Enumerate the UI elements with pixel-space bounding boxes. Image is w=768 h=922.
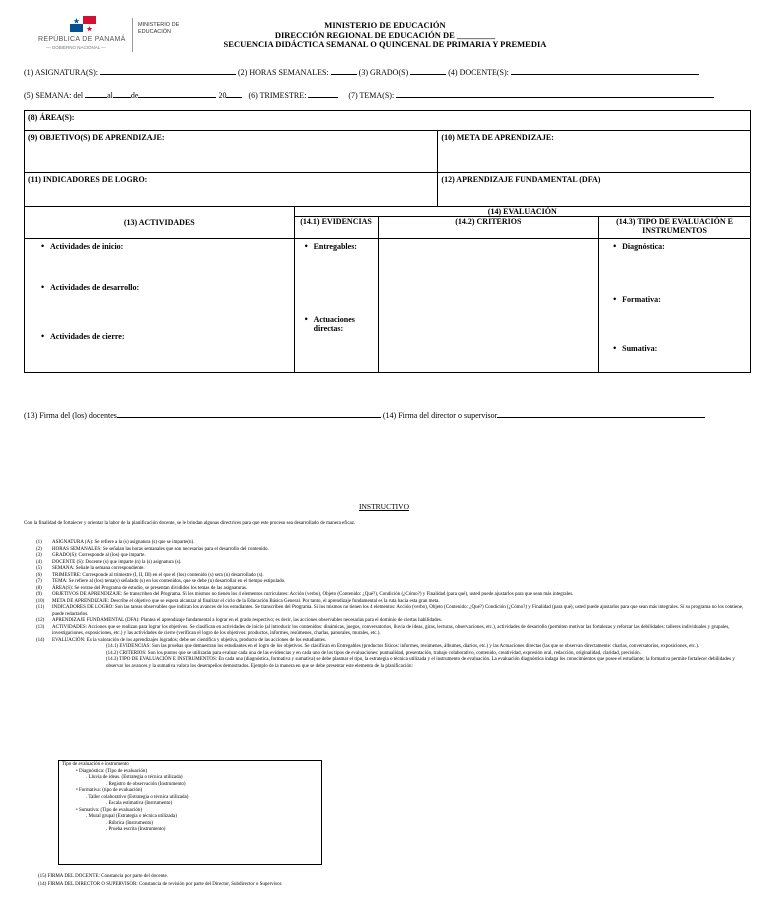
example-box-title: Tipo de evaluación e instrumento — [62, 762, 129, 767]
header-line1: MINISTERIO DE EDUCACIÓN — [324, 20, 446, 30]
example-formativa: • Formativa: (tipo de evaluación) — [76, 788, 143, 793]
item-number: (3) — [36, 553, 42, 558]
item-text: OBJETIVOS DE APRENDIZAJE: Se transcriben del Programa. Si les mismos no tienen los 4 elementos curriculares: Acción (verbo), Objeto (Contenido: ¿Qué?), Condición (¿Cómo?) y Finalidad (para qué), usted puede ajustarlos para que sean más integrales. — [52, 592, 574, 597]
logo-ministry-text — [138, 22, 179, 36]
trimestre-label: (6) TRIMESTRE: — [248, 91, 307, 100]
item-text: APRENDIZAJE FUNDAMENTAL (DFA): Plantea el aprendizaje fundamental a lograr en el grado respectivo; es decir, las acciones observables necesarias para el dominio de ciertas habilidades. — [52, 618, 443, 623]
item-number: (12) — [36, 618, 45, 623]
firma-director-field[interactable] — [497, 410, 705, 418]
example-sumativa-instrumento: . Rúbrica (Instrumento) — [106, 820, 154, 826]
item-text: ACTIVIDADES: Acciones que se realizan para lograr los objetivos. Se clasifican en actividades de inicio (al introducir los contenidos: dinámicas, juegos, conversatorios, lluvia de ideas, giras, lecturas, observaciones, etc.), actividades de desarrollo (permiten motivar las fortalezas y reforzar las debilidades: talleres individuales y grupales, investigaciones, exposiciones, etc.) y las actividades de cierre (verifican el logro de los objetivos: productos, informes, resúmenes, charlas, panorales, murales, etc.). — [52, 624, 730, 636]
grado-field[interactable] — [410, 67, 446, 75]
area-cell[interactable] — [25, 111, 751, 131]
actividades-label: (13) ACTIVIDADES — [123, 218, 195, 227]
evaluacion-label: (14) EVALUACIÓN — [487, 207, 557, 216]
item-number: (2) — [36, 546, 42, 552]
example-diagnostica-text: Diagnóstica: (Tipo de evaluación) — [79, 768, 148, 774]
item-number: (5) — [36, 566, 42, 571]
fields-row-2 — [24, 90, 714, 100]
panama-flag-icon — [70, 16, 96, 32]
example-sumativa-instrumento-2: . Prueba escrita (Instrumento) — [106, 827, 166, 832]
example-box — [58, 760, 322, 865]
evidencias-note: (14.1) EVIDENCIAS: Son las pruebas que demuestran los estudiantes en el logro de los objetivos. Se clasifican en Entregables (productos físicos: informes, resúmenes, álbumes, diarios, etc.) y las Actuaciones directas (las que se observan directamente: charlas, conversatorios, exposiciones, etc.). — [106, 644, 700, 649]
logo-ministry-line2: EDUCACIÓN — [138, 29, 172, 35]
semana-de-label: de — [130, 91, 139, 100]
instructivo-item — [38, 605, 750, 618]
trimestre-field[interactable] — [308, 90, 338, 98]
firma-docentes-label: (13) Firma del (los) docentes — [24, 411, 117, 420]
item-text: ÁREA(S): Se extrae del Programa de estudio, se presentan divididos los temas de las asignaturas. — [52, 585, 248, 591]
formativa-item: • Formativa: — [608, 295, 747, 304]
evidencias-label: (14.1) EVIDENCIAS — [300, 217, 372, 226]
tema-field[interactable] — [396, 90, 714, 98]
firma-docentes-field[interactable] — [117, 410, 381, 418]
example-sumativa-text: Sumativa: (Tipo de evaluación) — [79, 807, 143, 813]
meta-cell[interactable] — [438, 131, 751, 173]
criterios-note: (14.2) CRITERIOS: Son los puntos que se utilizarán para evaluar cada una de las evidencias y en cada uno de los tipos de evaluaciones: puntualidad, presentación, trabajo colaborativo, contenido, creatividad, expresión oral, redacción, originalidad, claridad, precisión. — [106, 650, 641, 656]
semana-year-field[interactable] — [226, 90, 242, 98]
header-line2: DIRECCIÓN REGIONAL DE EDUCACIÓN DE _________ — [274, 29, 496, 40]
item-number: (9) — [36, 592, 42, 597]
item-number: (7) — [36, 579, 42, 584]
logo-ministry-line1: MINISTERIO DE — [138, 22, 180, 28]
signatures-row — [24, 410, 705, 420]
item-number: (10) — [36, 598, 45, 604]
item-text: GRADO(S): Corresponde al (los) que imparte. — [52, 553, 146, 558]
item-text: META DE APRENDIZAJE: Describe el objetivo que se espera alcanzar al finalizar el ciclo de la Educación Básica General. Por tanto, el aprendizaje fundamental es la ruta hacia esta gran meta. — [52, 598, 440, 604]
horas-label: (2) HORAS SEMANALES: — [238, 68, 329, 77]
docente-field[interactable] — [511, 67, 699, 75]
item-number: (14) — [36, 637, 45, 643]
item-text: ASIGNATURA (A): Se refiere a la (s) asignatura (s) que se imparte(n). — [52, 540, 195, 545]
actividades-header — [25, 207, 295, 239]
instructivo-list — [38, 540, 750, 670]
example-formativa-instrumento: . Escala estimativa (Instrumento) — [106, 801, 173, 806]
semana-year-label: 20 — [218, 91, 227, 100]
asignatura-field[interactable] — [100, 67, 236, 75]
footnote-docente: (15) FIRMA DEL DOCENTE: Constancia por parte del docente. — [38, 874, 168, 879]
example-formativa-text: Formativa: (tipo de evaluación) — [79, 788, 143, 793]
example-sumativa-tecnica: . Mural grupal (Estrategia o técnica utilizada) — [86, 814, 177, 819]
tipo-note: (14.3) TIPO DE EVALUACIÓN E INSTRUMENTOS: En cada una (diagnóstica, formativa y sumativa) se debe plasmar el tipo, la estrategia o técnica utilizada y el instrumento de evaluación. La evaluación diagnóstica indaga los conocimientos que posee el estudiante; la formativa permite fortalecer debilidades y observar los avances y la sumativa valora los desempeños demostrados. Ejemplo de la manera en que se debe presentar este elemento de la planificación: — [106, 657, 735, 669]
item-number: (4) — [36, 559, 42, 565]
item-number: (8) — [36, 585, 42, 591]
item-text: HORAS SEMANALES: Se señalan las horas semanales que son necesarias para el desarrollo del contenido. — [52, 546, 269, 552]
item-number: (6) — [36, 572, 42, 578]
header-line3: SECUENCIA DIDÁCTICA SEMANAL O QUINCENAL DE PRIMARIA Y PREMEDIA — [223, 39, 547, 49]
actividades-cell[interactable] — [25, 239, 295, 373]
example-sumativa: • Sumativa: (Tipo de evaluación) — [76, 807, 143, 813]
dfa-cell[interactable] — [438, 173, 751, 207]
logo-republic-text: REPÚBLICA DE PANAMÁ — [38, 36, 126, 43]
semana-from-field[interactable] — [85, 90, 107, 98]
diagnostica-item: • Diagnóstica: — [608, 242, 747, 251]
act-inicio-item: • Actividades de inicio: — [36, 242, 291, 251]
evaluacion-header — [294, 207, 750, 217]
evidencias-header — [294, 217, 378, 239]
actuaciones-item: • Actuaciones directas: — [300, 315, 375, 333]
indicadores-label: (11) INDICADORES DE LOGRO: — [28, 175, 148, 184]
item-text: EVALUACIÓN: Es la valoración de los aprendizajes logrados; debe ser científica y objetiva, producto de las acciones de los estudiantes. — [52, 637, 327, 643]
dfa-label: (12) APRENDIZAJE FUNDAMENTAL (DFA) — [441, 175, 601, 184]
item-number: (11) — [36, 605, 45, 610]
logo-divider — [132, 18, 133, 52]
example-diagnostica: • Diagnóstica: (Tipo de evaluación) — [76, 768, 148, 774]
item-text: TEMA: Se refiere al (los) tema(s) señalado (s) en los contenidos, que se debe (n) desarrollar en el tiempo estipulado. — [52, 579, 286, 584]
act-cierre-item: • Actividades de cierre: — [36, 332, 291, 341]
docente-label: (4) DOCENTE(S): — [448, 68, 509, 77]
ministry-logo — [34, 16, 184, 54]
document-header — [180, 21, 590, 50]
indicadores-cell[interactable] — [25, 173, 438, 207]
firma-director-label: (14) Firma del director o supervisor — [382, 411, 498, 420]
instructivo-item — [38, 625, 750, 638]
semana-label: (5) SEMANA: del — [24, 91, 84, 100]
item-text: DOCENTE (S): Docente (s) que imparte (n) la (s) asignatura (s). — [52, 559, 182, 565]
example-diagnostica-tecnica: . Lluvia de ideas. (Estrategia o técnica utilizada) — [86, 775, 183, 780]
item-number: (1) — [36, 540, 42, 545]
criterios-label: (14.2) CRITERIOS — [455, 217, 522, 226]
planning-table — [24, 110, 751, 373]
item-number: (13) — [36, 624, 45, 630]
item-text: INDICADORES DE LOGRO: Son las tareas observables que indican los avances de los estudiantes. Se transcriben del Programa. Si los mismos no tienen los 4 elementos: Acción (verbo), Objeto (Contenido: ¿Qué?) Condición (¿Cómo?) y Finalidad (para qué), usted puede ajustarlos para que sean más integrales. Si su programa no los contiene, puede redactarlos. — [52, 605, 744, 617]
instructivo-item — [38, 638, 750, 645]
grado-label: (3) GRADO(S) — [358, 68, 409, 77]
objetivo-cell[interactable] — [25, 131, 438, 173]
example-formativa-tecnica: . Taller colaborativo (Estrategia o técnica utilizada) — [86, 794, 189, 800]
tema-label: (7) TEMA(S): — [348, 91, 395, 100]
tipo-header — [599, 217, 751, 239]
semana-al-label: al — [107, 91, 113, 100]
evidencias-cell[interactable] — [294, 239, 378, 373]
instructivo-title: INSTRUCTIVO — [359, 502, 409, 511]
tipo-cell[interactable] — [599, 239, 751, 373]
meta-label: (10) META DE APRENDIZAJE: — [441, 133, 554, 142]
fields-row-1 — [24, 67, 699, 77]
horas-field[interactable] — [331, 67, 357, 75]
logo-government-text: — GOBIERNO NACIONAL — — [46, 45, 106, 50]
asignatura-label: (1) ASIGNATURA(S): — [24, 68, 98, 77]
item-text: SEMANA: Señale la semana correspondiente. — [52, 566, 145, 571]
semana-to-field[interactable] — [113, 90, 131, 98]
criterios-header — [378, 217, 599, 239]
tipo-label: (14.3) TIPO DE EVALUACIÓN E INSTRUMENTOS — [616, 217, 733, 235]
area-label: (8) ÁREA(S): — [28, 113, 75, 122]
sumativa-item: • Sumativa: — [608, 344, 747, 353]
semana-month-field[interactable] — [138, 90, 216, 98]
item-text: TRIMESTRE: Corresponde al trimestre (I, II, III) en el que el (los) contenido (s) sera (n) desarrollado (s). — [52, 572, 264, 578]
entregables-item: • Entregables: — [300, 242, 375, 251]
act-desarrollo-item: • Actividades de desarrollo: — [36, 283, 291, 292]
instructivo-intro: Con la finalidad de fortalecer y orientar la labor de la planificación docente, se le brindan algunas directrices para que este proceso sea desarrollado de manera eficaz. — [24, 521, 356, 526]
footnote-director: (14) FIRMA DEL DIRECTOR O SUPERVISOR: Constancia de revisión por parte del Director, Subdirector o Supervisor. — [38, 882, 283, 887]
example-diagnostica-instrumento: . Registro de observación (Instrumento) — [106, 781, 186, 787]
objetivo-label: (9) OBJETIVO(S) DE APRENDIZAJE: — [28, 133, 165, 142]
criterios-cell[interactable] — [378, 239, 599, 373]
